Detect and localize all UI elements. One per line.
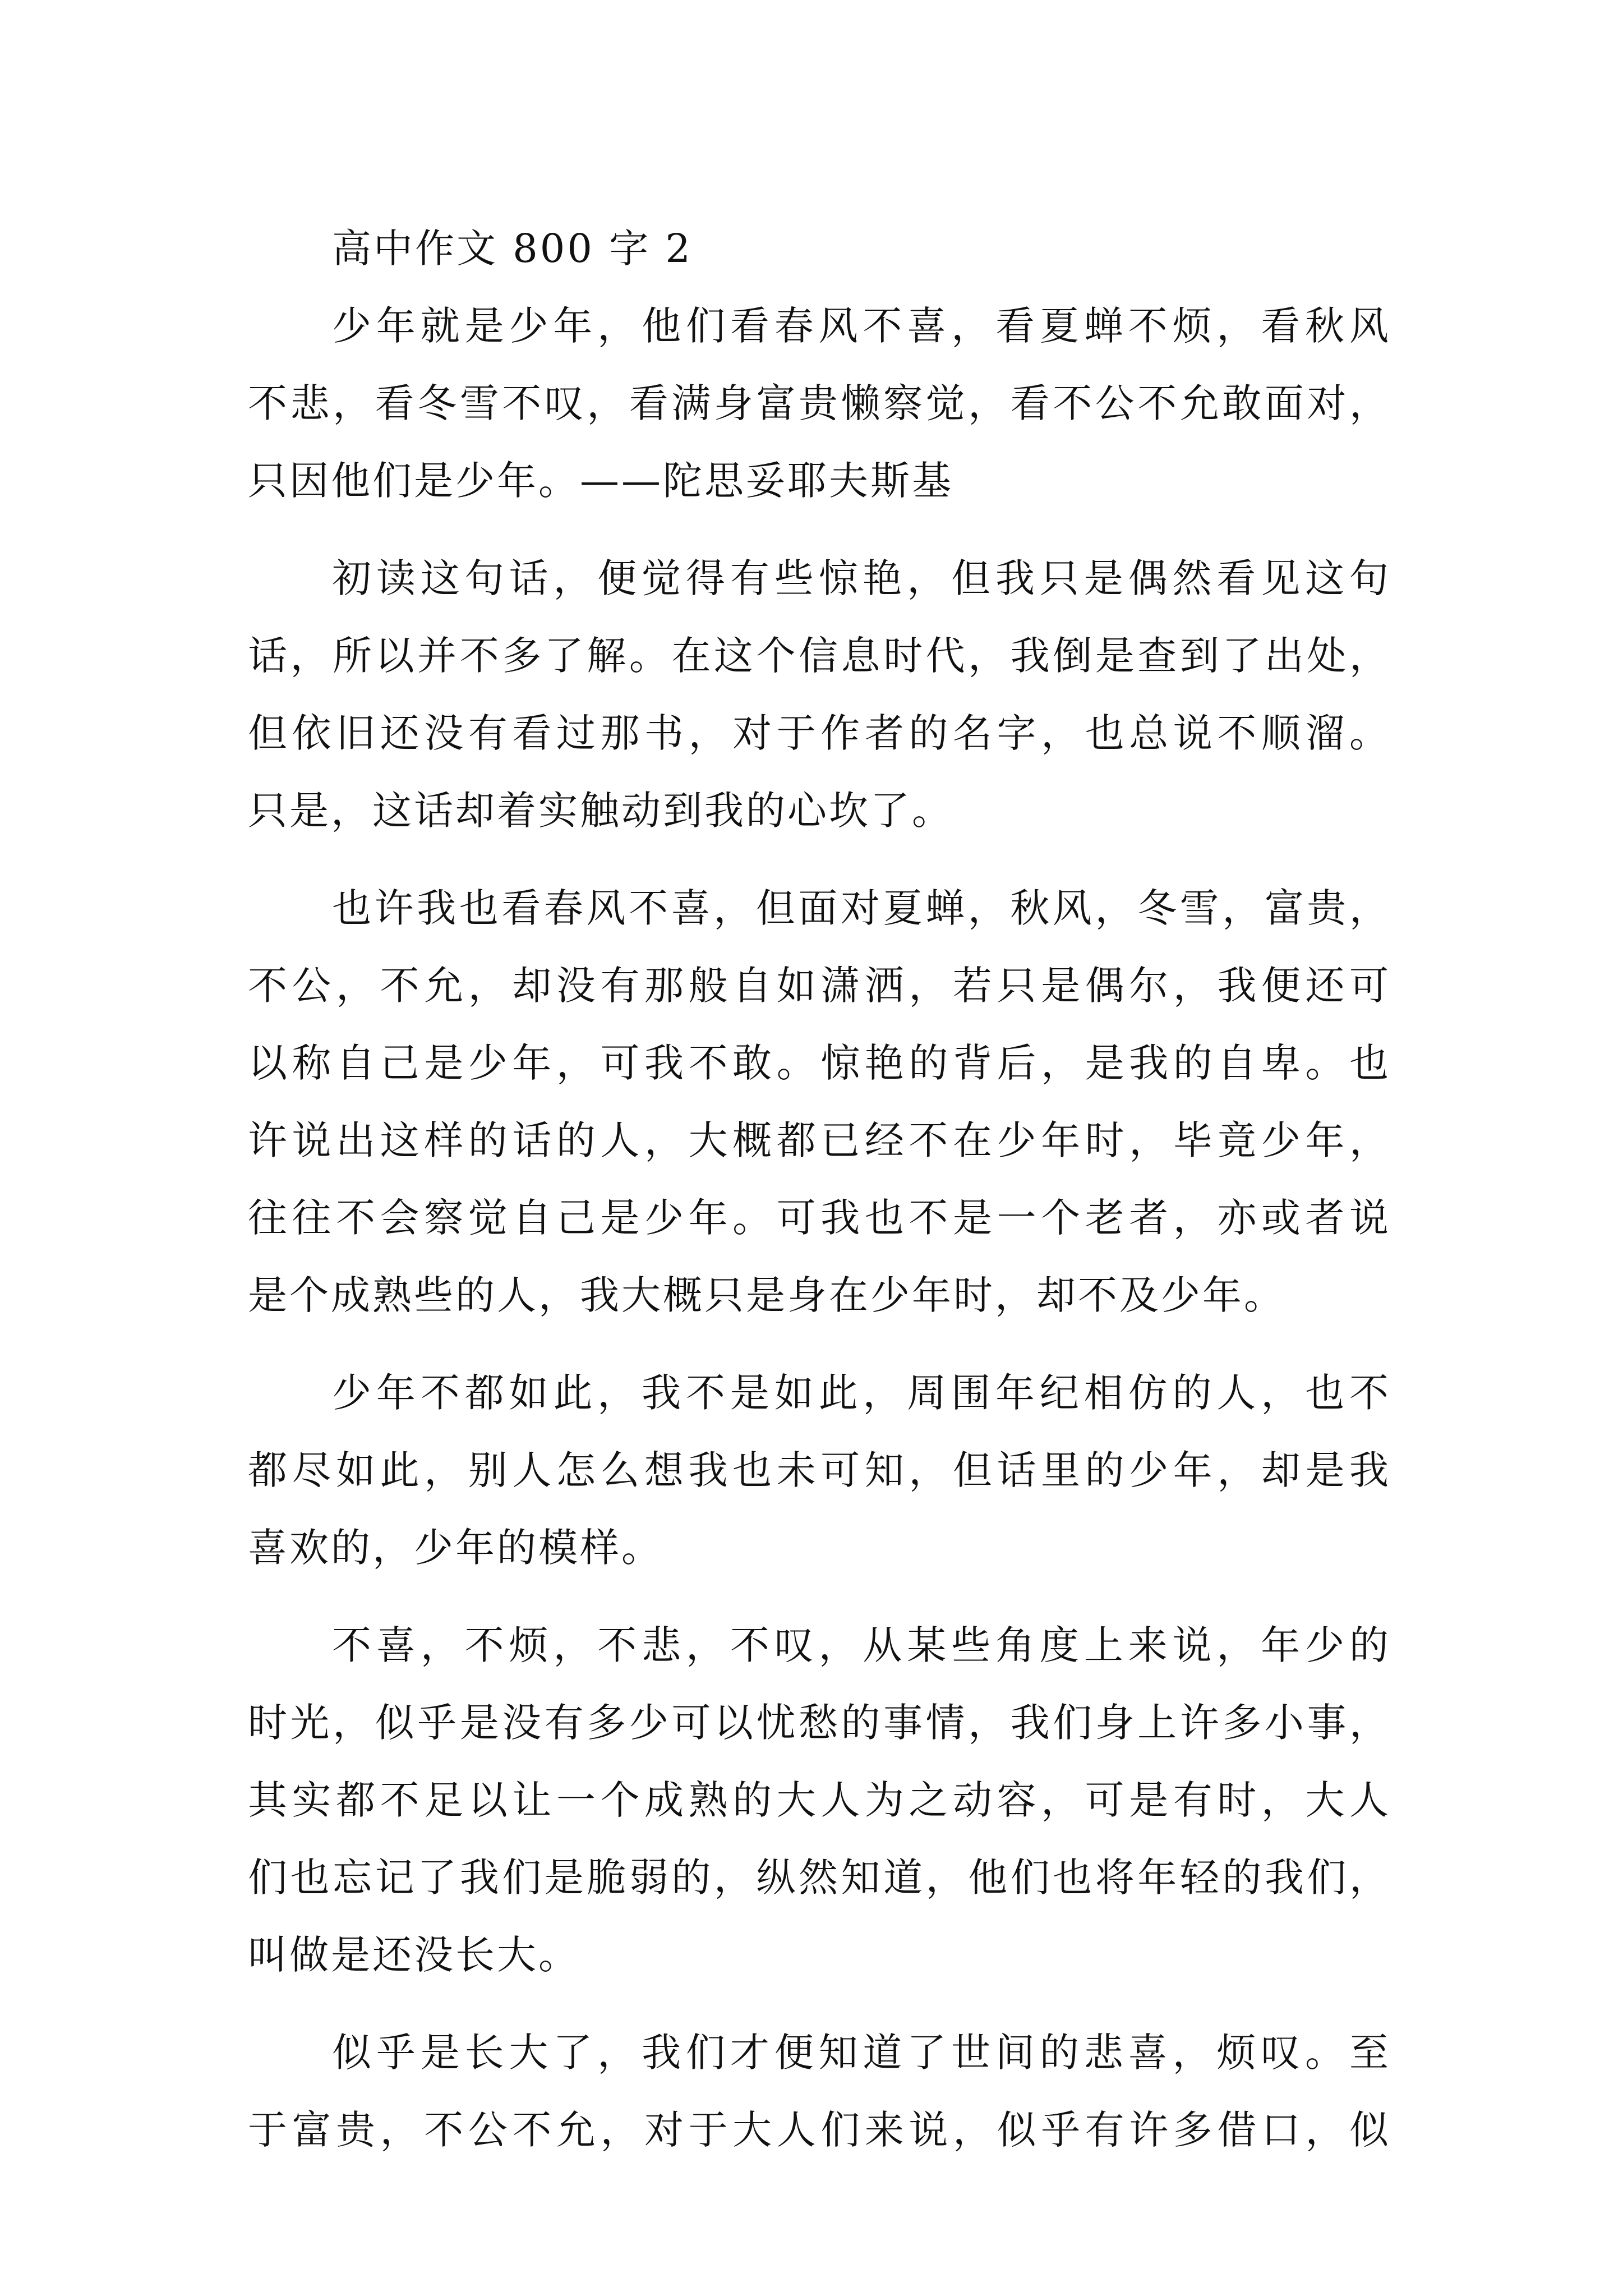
document-heading: 高中作文 800 字 2 [332,226,693,272]
paragraph-5-line-2: 时光，似乎是没有多少可以忧愁的事情，我们身上许多小事， [248,1700,1389,1746]
paragraph-2-line-2: 话，所以并不多了解。在这个信息时代，我倒是查到了出处， [248,633,1389,679]
paragraph-4-line-3: 喜欢的，少年的模样。 [248,1525,663,1571]
paragraph-3-line-5: 往往不会察觉自己是少年。可我也不是一个老者，亦或者说 [248,1195,1389,1241]
paragraph-gap [248,519,1389,540]
document-body [248,210,1389,2169]
paragraph-gap [248,1586,1389,1607]
paragraph-6-line-1: 似乎是长大了，我们才便知道了世间的悲喜，烦叹。至 [332,2030,1389,2076]
paragraph-5-line-4: 们也忘记了我们是脆弱的，纵然知道，他们也将年轻的我们， [248,1855,1389,1901]
paragraph-3-line-1: 也许我也看春风不喜，但面对夏蝉，秋风，冬雪，富贵， [332,885,1389,931]
paragraph-3-line-6: 是个成熟些的人，我大概只是身在少年时，却不及少年。 [248,1272,1285,1318]
paragraph-gap [248,1994,1389,2014]
paragraph-6-line-2: 于富贵，不公不允，对于大人们来说，似乎有许多借口，似 [248,2107,1389,2153]
paragraph-2-line-1: 初读这句话，便觉得有些惊艳，但我只是偶然看见这句 [332,555,1389,601]
paragraph-1-line-3: 只因他们是少年。——陀思妥耶夫斯基 [248,458,953,504]
paragraph-2-line-3: 但依旧还没有看过那书，对于作者的名字，也总说不顺溜。 [248,710,1389,756]
paragraph-2-line-4: 只是，这话却着实触动到我的心坎了。 [248,788,953,834]
paragraph-5-line-3: 其实都不足以让一个成熟的大人为之动容，可是有时，大人 [248,1777,1389,1823]
paragraph-3-line-2: 不公，不允，却没有那般自如潇洒，若只是偶尔，我便还可 [248,963,1389,1009]
paragraph-3-line-3: 以称自己是少年，可我不敢。惊艳的背后，是我的自卑。也 [248,1040,1389,1086]
paragraph-4-line-2: 都尽如此，别人怎么想我也未可知，但话里的少年，却是我 [248,1447,1389,1493]
paragraph-4-line-1: 少年不都如此，我不是如此，周围年纪相仿的人，也不 [332,1370,1389,1416]
paragraph-3-line-4: 许说出这样的话的人，大概都已经不在少年时，毕竟少年， [248,1117,1389,1163]
paragraph-gap [248,849,1389,869]
paragraph-5-line-1: 不喜，不烦，不悲，不叹，从某些角度上来说，年少的 [332,1622,1389,1668]
paragraph-1-line-2: 不悲，看冬雪不叹，看满身富贵懒察觉，看不公不允敢面对， [248,380,1389,426]
paragraph-gap [248,1334,1389,1354]
paragraph-5-line-5: 叫做是还没长大。 [248,1932,580,1978]
paragraph-1-line-1: 少年就是少年，他们看春风不喜，看夏蝉不烦，看秋风 [332,303,1389,349]
